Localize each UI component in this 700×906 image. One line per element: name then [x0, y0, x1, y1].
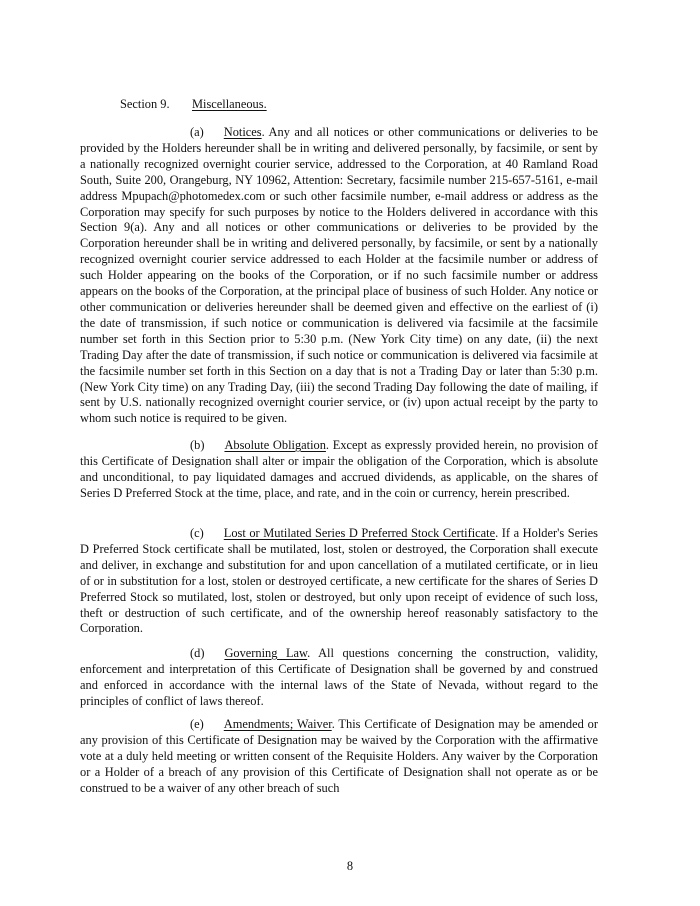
paragraph-label: (c) [190, 526, 204, 540]
paragraph-label: (d) [190, 646, 205, 660]
paragraph-caption: Governing Law [224, 646, 308, 660]
paragraph-text: . Except as expressly provided herein, no provision of this Certificate of Designation shall alter or impair the obligation of the Corporation, which is absolute and unconditional, to pay liquidated damages and accrued dividends, as applicable, on the shares of Series D Preferred Stock at the time, place, and rate, and in the coin or currency, herein prescribed. [80, 438, 598, 500]
section-title: Miscellaneous. [192, 97, 267, 111]
paragraph-caption: Absolute Obligation [224, 438, 326, 452]
paragraph-label: (a) [190, 125, 204, 139]
paragraph-caption: Notices [223, 125, 262, 139]
paragraph-label: (e) [190, 717, 204, 731]
paragraph-text: . This Certificate of Designation may be amended or any provision of this Certificate of Designation may be waived by the Corporation with the affirmative vote at a duly held meeting or written consent of the Requisite Holders. Any waiver by the Corporation or a Holder of a breach of any provision of this Certificate of Designation shall not operate as or be construed to be a waiver of any other breach of such [80, 717, 598, 795]
paragraph-text: . If a Holder's Series D Preferred Stock certificate shall be mutilated, lost, stolen or destroyed, the Corporation shall execute and deliver, in exchange and substitution for and upon cancellation of a mutilated certificate, or in lieu of or in substitution for a lost, stolen or destroyed certificate, a new certificate for the shares of Series D Preferred Stock so mutilated, lost, stolen or destroyed, but only upon receipt of evidence of such loss, theft or destruction of such certificate, and of the ownership hereof reasonably satisfactory to the Corporation. [80, 526, 598, 636]
paragraph-absolute-obligation [80, 438, 598, 502]
paragraph-amendments [80, 717, 598, 797]
paragraph-notices [80, 125, 598, 427]
paragraph-text: . All questions concerning the construction, validity, enforcement and interpretation of this Certificate of Designation shall be governed by and construed and enforced in accordance with the internal laws of the State of Nevada, without regard to the principles of conflict of laws thereof. [80, 646, 598, 708]
section-number: Section 9. [120, 97, 170, 111]
paragraph-caption: Lost or Mutilated Series D Preferred Stock Certificate [223, 526, 496, 540]
paragraph-caption: Amendments; Waiver [223, 717, 332, 731]
paragraph-lost-certificate [80, 526, 598, 637]
paragraph-governing-law [80, 646, 598, 710]
paragraph-label: (b) [190, 438, 205, 452]
paragraph-text: . Any and all notices or other communications or deliveries to be provided by the Holders hereunder shall be in writing and delivered personally, by facsimile, or sent by a nationally recognized overnight courier service, addressed to the Corporation, at 40 Ramland Road South, Suite 200, Orangeburg, NY 10962, Attention: Secretary, facsimile number 215-657-5161, e-mail address Mpupach@photomedex.com or such other facsimile number, e-mail address or address as the Corporation may specify for such purposes by notice to the Holders delivered in accordance with this Section 9(a). Any and all notices or other communications or deliveries to be provided by the Corporation hereunder shall be in writing and delivered personally, by facsimile, or sent by a nationally recognized overnight courier service addressed to each Holder at the facsimile number or address of such Holder appearing on the books of the Corporation, or if no such facsimile number or address appears on the books of the Corporation, at the principal place of business of such Holder. Any notice or other communication or deliveries hereunder shall be deemed given and effective on the earliest of (i) the date of transmission, if such notice or communication is delivered via facsimile at the facsimile number set forth in this Section prior to 5:30 p.m. (New York City time) on any date, (ii) the next Trading Day after the date of transmission, if such notice or communication is delivered via facsimile at the facsimile number set forth in this Section on a day that is not a Trading Day or later than 5:30 p.m. (New York City time) on any Trading Day, (iii) the second Trading Day following the date of mailing, if sent by U.S. nationally recognized overnight courier service, or (iv) upon actual receipt by the party to whom such notice is required to be given. [80, 125, 598, 426]
section-heading [120, 96, 267, 112]
page-number: 8 [346, 859, 354, 873]
